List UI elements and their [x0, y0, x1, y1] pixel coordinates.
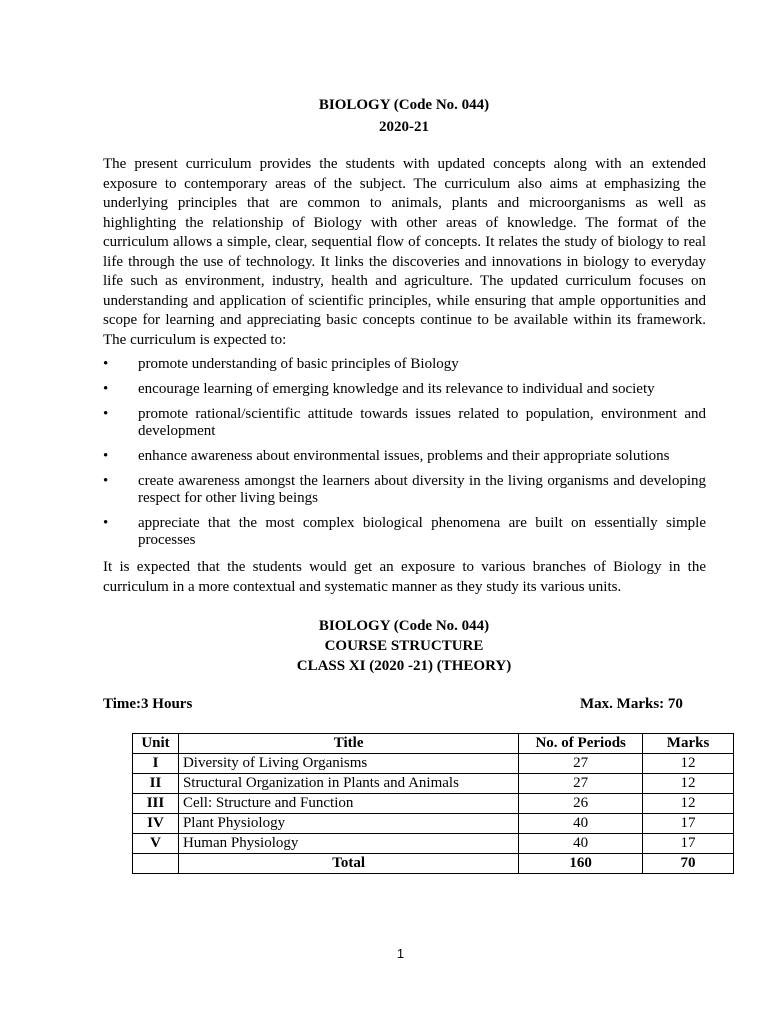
- periods-cell: 40: [519, 814, 643, 834]
- course-structure-table: [132, 733, 734, 874]
- title-cell: Diversity of Living Organisms: [178, 754, 518, 774]
- document-title: BIOLOGY (Code No. 044): [318, 97, 490, 113]
- title-cell: Human Physiology: [178, 834, 518, 854]
- document-year: 2020-21: [379, 119, 429, 135]
- list-item: • create awareness amongst the learners about diversity in the living organisms and developing respect for other living beings: [103, 473, 706, 506]
- course-subtitle: COURSE STRUCTURE: [324, 638, 484, 654]
- bullet-icon: •: [103, 473, 109, 489]
- intro-paragraph: The present curriculum provides the students with updated concepts along with an extended exposure to contemporary areas of the subject. The curriculum also aims at emphasizing the underlying principles that are common to animals, plants and microorganisms as well as highlighting the relationship of Biology with other areas of knowledge. The format of the curriculum allows a simple, clear, sequential flow of concepts. It relates the study of biology to real life through the use of technology. It links the discoveries and innovations in biology to everyday life such as environment, industry, health and agriculture. The updated curriculum focuses on understanding and application of scientific principles, while ensuring that ample opportunities and scope for learning and appreciating basic concepts continue to be available within its framework. The curriculum is expected to:: [103, 156, 706, 348]
- total-empty-cell: [133, 854, 179, 874]
- total-label: Total: [178, 854, 518, 874]
- max-marks: Max. Marks: 70: [580, 696, 683, 712]
- unit-cell: I: [133, 754, 179, 774]
- unit-cell: IV: [133, 814, 179, 834]
- marks-cell: 12: [643, 774, 734, 794]
- table-row: [133, 754, 734, 774]
- marks-cell: 12: [643, 754, 734, 774]
- list-item: • enhance awareness about environmental issues, problems and their appropriate solutions: [103, 448, 670, 464]
- list-item: • promote understanding of basic principles of Biology: [103, 356, 459, 372]
- periods-cell: 27: [519, 754, 643, 774]
- exam-time: Time:3 Hours: [103, 696, 193, 712]
- table-header-row: [133, 734, 734, 754]
- column-header-periods: No. of Periods: [519, 734, 643, 754]
- title-cell: Structural Organization in Plants and Animals: [178, 774, 518, 794]
- title-cell: Cell: Structure and Function: [178, 794, 518, 814]
- bullet-icon: •: [103, 406, 109, 422]
- bullet-icon: •: [103, 448, 109, 464]
- table-total-row: [133, 854, 734, 874]
- marks-cell: 17: [643, 814, 734, 834]
- bullet-icon: •: [103, 356, 109, 372]
- page-number: 1: [396, 946, 405, 961]
- total-periods: 160: [519, 854, 643, 874]
- closing-paragraph: It is expected that the students would get an exposure to various branches of Biology in the curriculum in a more contextual and systematic manner as they study its various units.: [103, 559, 706, 595]
- total-marks: 70: [643, 854, 734, 874]
- periods-cell: 26: [519, 794, 643, 814]
- periods-cell: 40: [519, 834, 643, 854]
- unit-cell: II: [133, 774, 179, 794]
- title-cell: Plant Physiology: [178, 814, 518, 834]
- column-header-title: Title: [178, 734, 518, 754]
- unit-cell: III: [133, 794, 179, 814]
- course-class: CLASS XI (2020 -21) (THEORY): [296, 658, 512, 674]
- bullet-icon: •: [103, 381, 109, 397]
- table-row: [133, 814, 734, 834]
- periods-cell: 27: [519, 774, 643, 794]
- column-header-marks: Marks: [643, 734, 734, 754]
- unit-cell: V: [133, 834, 179, 854]
- table-row: [133, 834, 734, 854]
- list-item: • promote rational/scientific attitude towards issues related to population, environment and development: [103, 406, 706, 439]
- table-row: [133, 794, 734, 814]
- list-item: • appreciate that the most complex biological phenomena are built on essentially simple processes: [103, 515, 706, 548]
- marks-cell: 12: [643, 794, 734, 814]
- table-row: [133, 774, 734, 794]
- list-item: • encourage learning of emerging knowledge and its relevance to individual and society: [103, 381, 655, 397]
- course-title: BIOLOGY (Code No. 044): [318, 618, 490, 634]
- objectives-list: [103, 356, 706, 557]
- bullet-icon: •: [103, 515, 109, 531]
- column-header-unit: Unit: [133, 734, 179, 754]
- marks-cell: 17: [643, 834, 734, 854]
